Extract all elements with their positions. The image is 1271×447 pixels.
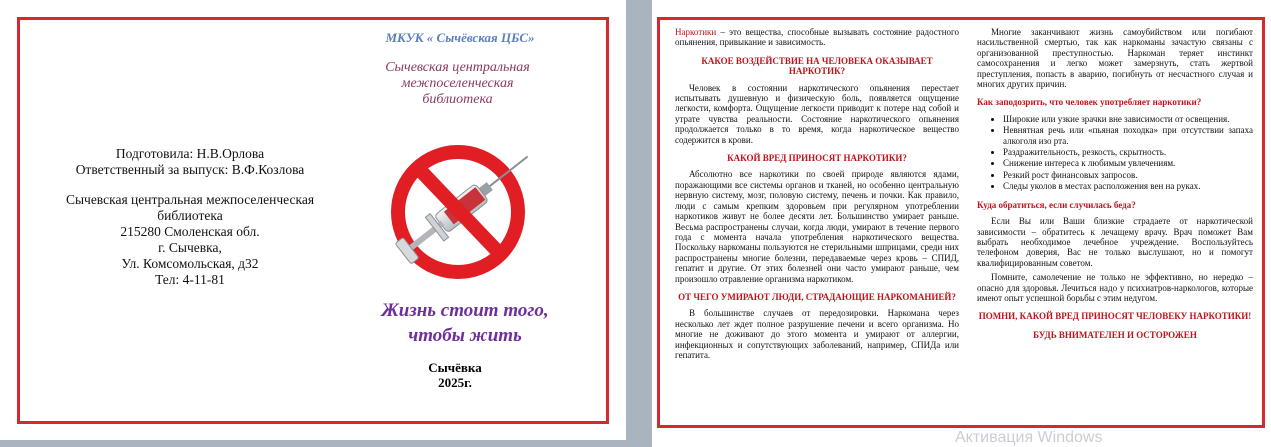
paragraph-effect: Человек в состоянии наркотического опьянения перестает испытывать душевную и физическую боль, появляется ощущение легкости, комфорта. Ощущение легкости приводит к потере над собой и утрате чувства реальности. Состояние наркотического опьянения продолжается только в то время, когда наркотическое вещество содержится в крови.	[675, 82, 959, 145]
no-drugs-syringe-icon	[383, 122, 548, 287]
heading-death-causes: ОТ ЧЕГО УМИРАЮТ ЛЮДИ, СТРАДАЮЩИЕ НАРКОМАНИЕЙ?	[678, 291, 956, 302]
intro-text: – это вещества, способные вызывать состояние радостного опьянения, привыкание и зависимость.	[675, 27, 959, 48]
org-name: МКУК « Сычёвская ЦБС»	[385, 30, 535, 45]
paragraph-harm: Абсолютно все наркотики по своей природе являются ядами, поражающими все системы органов и тканей, но особенно центральную нервную систему, мозг, половую систему, печень и почки. Как правило, люди с самым крепким здоровьем при регулярном употреблении наркотиков живут не более десяти лет. Большинство умирает раньше. Весьма распространены случаи, когда люди, умирают в течение первого года с момента начала употребления наркотического вещества. Поскольку наркоманы пользуются не стерильными шприцами, среди них распространены многие болезни, передаваемые через кровь – СПИД, гепатит и другие. От этих болезней они часто умирают раньше, чем произошло отравление организма наркотиком.	[675, 169, 959, 284]
address-line: библиотека	[157, 208, 223, 223]
heading-where-to-go: Куда обратиться, если случилась беда?	[977, 199, 1136, 210]
text-column-right	[977, 27, 1253, 346]
list-item: • Невнятная речь или «пьяная походка» при отсутствии запаха алкоголя изо рта.	[1003, 125, 1253, 146]
closing-advice: БУДЬ ВНИМАТЕЛЕН И ОСТОРОЖЕН	[1033, 329, 1197, 340]
paragraph-where-to-go: Если Вы или Ваши близкие страдаете от наркотической зависимости – обратитесь к лечащему врачу. Врач поможет Вам выбрать необходимое лечебное учреждение. Воспользуйтесь телефоном доверия, Вас не только выслушают, но и помогут квалифицированным советом.	[977, 216, 1253, 268]
address-line: 215280 Смоленская обл.	[120, 224, 260, 239]
page-gap	[626, 0, 652, 447]
library-name: Сычевская центральная межпоселенческая библиотека	[385, 60, 530, 107]
library-address	[40, 192, 340, 288]
address-line: Ул. Комсомольская, д32	[121, 256, 259, 271]
year: 2025г.	[438, 375, 472, 390]
closing-warning: ПОМНИ, КАКОЙ ВРЕД ПРИНОСЯТ ЧЕЛОВЕКУ НАРКОТИКИ!	[978, 311, 1252, 322]
responsible: Ответственный за выпуск: В.Ф.Козлова	[75, 162, 305, 177]
credits	[40, 146, 340, 178]
heading-signs: Как заподозрить, что человек употребляет наркотики?	[977, 97, 1202, 108]
signs-list	[977, 114, 1253, 192]
page-right	[652, 0, 1271, 447]
text-column-left	[675, 27, 959, 364]
heading-harm: КАКОЙ ВРЕД ПРИНОСЯТ НАРКОТИКИ?	[727, 153, 907, 164]
address-line: Тел: 4-11-81	[155, 272, 225, 287]
list-item: • Следы уколов в местах расположения вен на руках.	[1003, 181, 1253, 191]
paragraph-death-causes: В большинстве случаев от передозировки. Наркомана через несколько лет ждет полное разрушение печени и всего организма. Но многие не доживают до этого момента и умирают от аллергии, инфекционных и сопутствующих заболеваний, например, СПИДа или гепатита.	[675, 308, 959, 360]
windows-activation-watermark: Активация Windows	[955, 429, 1103, 446]
intro-paragraph	[675, 27, 959, 48]
city: Сычёвка	[428, 360, 482, 375]
motto-line: Жизнь стоит того,	[381, 300, 549, 321]
paragraph-self-treatment: Помните, самолечение не только не эффективно, но нередко – опасно для здоровья. Лечиться надо у психиатров-наркологов, которые имеют опыт успешной борьбы с этим недугом.	[977, 272, 1253, 303]
list-item: • Раздражительность, резкость, скрытность.	[1003, 147, 1253, 157]
intro-term: Наркотики	[675, 27, 717, 37]
address-line: Сычевская центральная межпоселенческая	[65, 192, 315, 207]
address-line: г. Сычевка,	[158, 240, 222, 255]
motto	[355, 298, 575, 348]
paragraph-violent-death: Многие заканчивают жизнь самоубийством или погибают насильственной смертью, так как наркоманы зачастую связаны с организованной преступностью. Наркоман теряет инстинкт самосохранения и легко может замерзнуть, стать жертвой преступления, попасть в аварию, погибнуть от несчастного случая и многих других причин.	[977, 27, 1253, 90]
page-left	[0, 0, 626, 440]
motto-line: чтобы жить	[408, 325, 522, 346]
list-item: • Широкие или узкие зрачки вне зависимости от освещения.	[1003, 114, 1253, 124]
prepared-by: Подготовила: Н.В.Орлова	[115, 146, 265, 161]
city-year	[400, 360, 510, 390]
list-item: • Снижение интереса к любимым увлечениям.	[1003, 158, 1253, 168]
list-item: • Резкий рост финансовых запросов.	[1003, 170, 1253, 180]
heading-effect: КАКОЕ ВОЗДЕЙСТВИЕ НА ЧЕЛОВЕКА ОКАЗЫВАЕТ НАРКОТИК?	[701, 55, 933, 77]
